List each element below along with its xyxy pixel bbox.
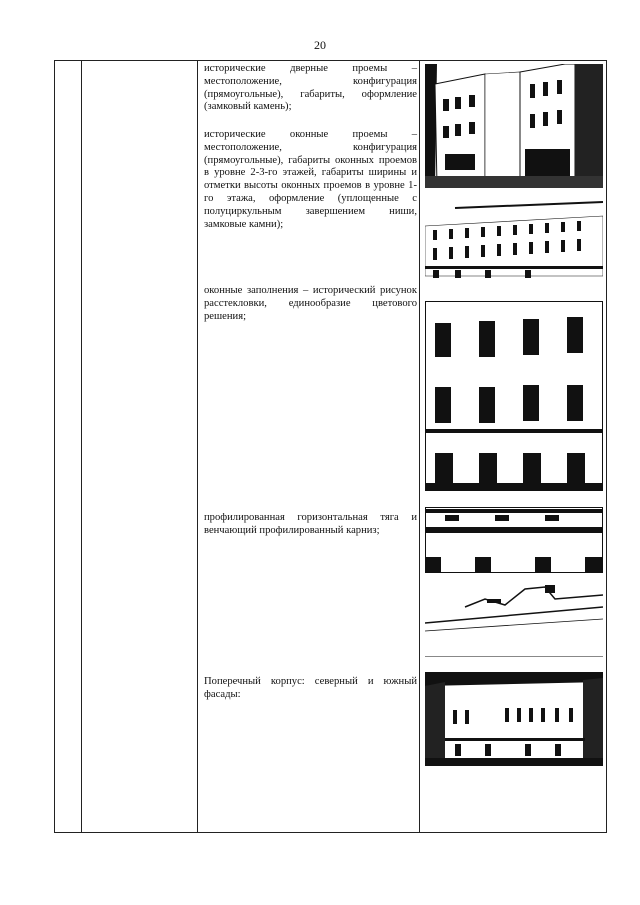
page-number: 20: [314, 38, 326, 52]
item-window-openings: исторические оконные проемы – местоположение, конфигурация (прямоугольные), габариты оконных проемов в уровне 2-3-го этажей, габариты ширины и отметки высоты оконных проемов в уровне 1-го этажа, оформление (уплощенные с полуциркульным завершением ниши, замковые камни);: [204, 129, 417, 230]
item-transverse-building: Поперечный корпус: северный и южный фасады:: [204, 676, 417, 700]
item-cornice: профилированная горизонтальная тяга и венчающий профилированный карниз;: [204, 512, 417, 536]
window-fillings-photo: [425, 301, 603, 491]
column-divider: [81, 61, 82, 832]
courtyard-building-photo: [425, 64, 603, 188]
column-divider: [197, 61, 198, 832]
column-divider: [419, 61, 420, 832]
roofline-photo: [425, 579, 603, 657]
heritage-table: [54, 60, 607, 833]
item-door-openings: исторические дверные проемы – местоположение, конфигурация (прямоугольные), габариты, оформление (замковый камень);: [204, 63, 417, 113]
facade-windows-photo: [425, 196, 603, 284]
item-window-fillings: оконные заполнения – исторический рисунок расстекловки, единообразие цветового решения;: [204, 285, 417, 322]
transverse-building-photo: [425, 672, 603, 766]
cornice-detail-photo: [425, 507, 603, 573]
